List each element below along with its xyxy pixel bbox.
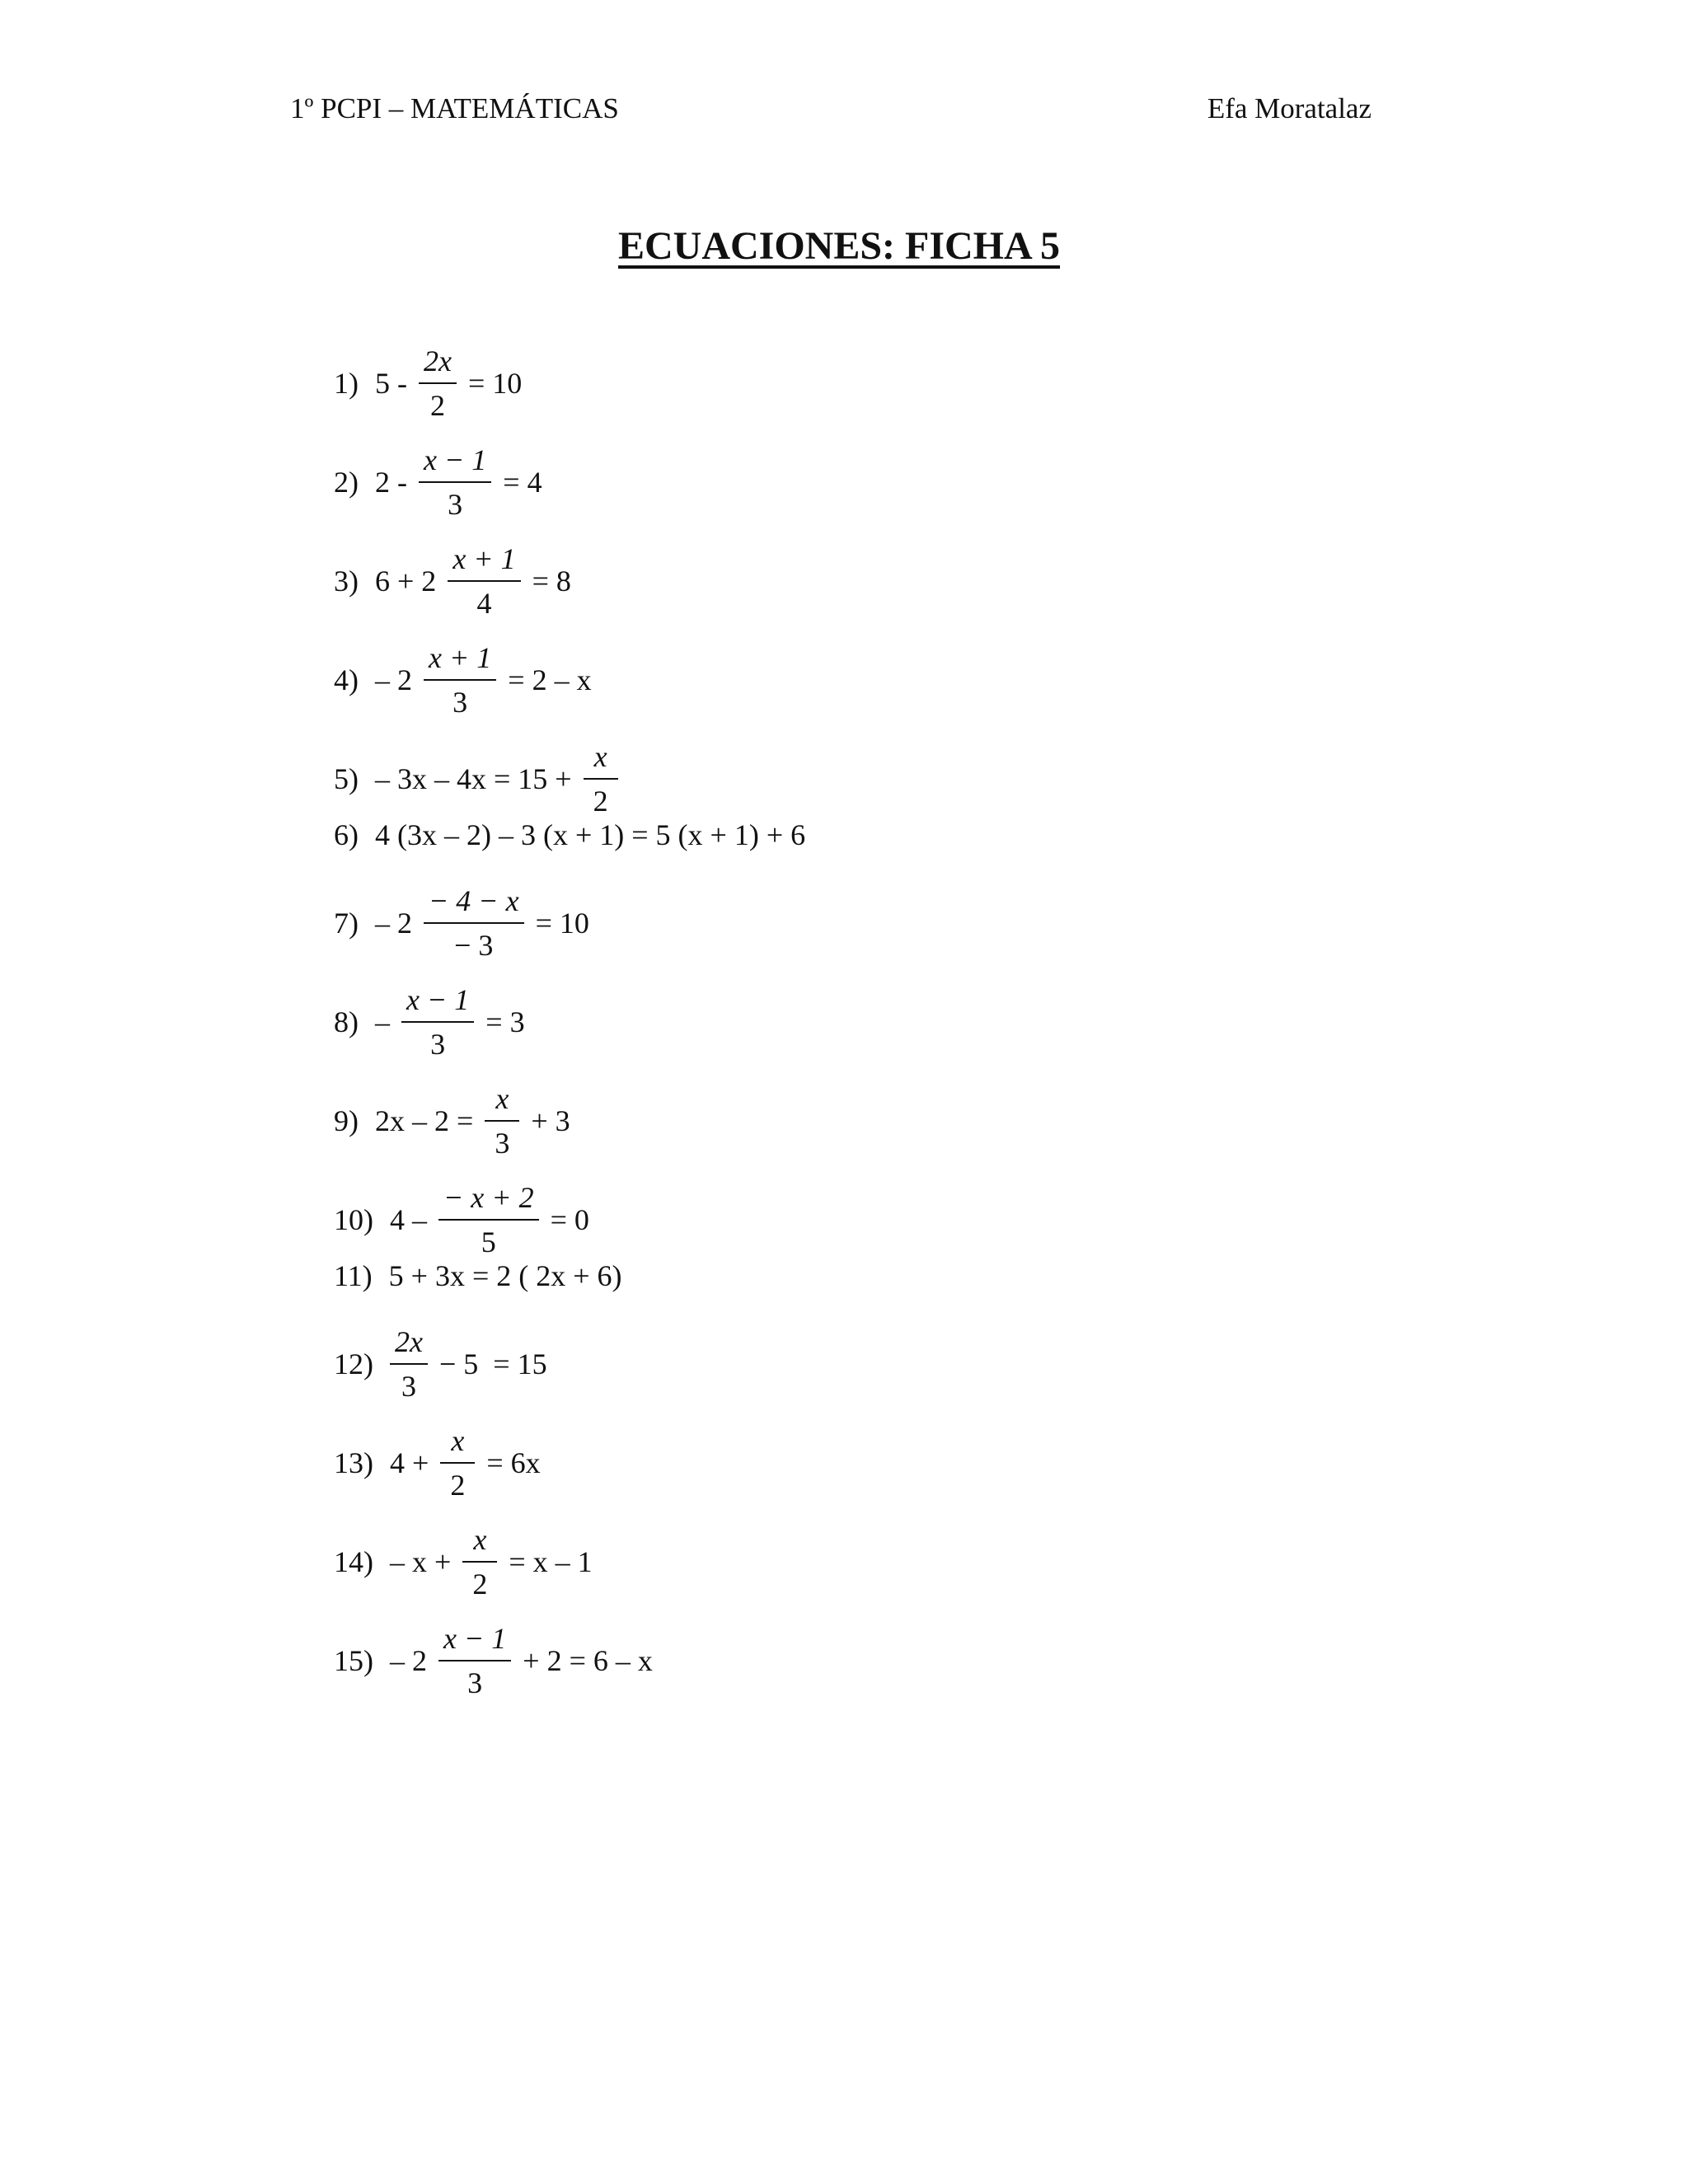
equation-3 [334,536,571,626]
fraction-numerator: − x + 2 [438,1181,539,1221]
fraction-denominator: 5 [481,1226,496,1258]
fraction [440,1424,475,1502]
page-title-text: ECUACIONES: FICHA 5 [617,224,1061,268]
fraction-denominator: 2 [450,1469,466,1502]
equation-pre: 2 - [375,466,407,499]
fraction [438,1181,539,1258]
equation-number: 13) [334,1446,373,1479]
equation-6 [334,810,805,860]
equation-8 [334,977,525,1067]
fraction-numerator: 2x [419,344,457,384]
equation-text: 5 + 3x = 2 ( 2x + 6) [388,1259,622,1292]
equation-pre: – 3x – 4x = 15 + [375,762,572,795]
equation-number: 6) [334,818,359,851]
equation-pre: 4 – [390,1203,427,1236]
equation-11 [334,1251,622,1301]
equation-number: 4) [334,663,359,696]
equation-pre: 2x – 2 = [375,1104,474,1137]
equation-number: 11) [334,1259,373,1292]
equation-4 [334,635,592,725]
equation-post: = 8 [532,565,571,598]
equation-post: = x – 1 [509,1545,593,1578]
equation-post: = 6x [486,1446,541,1479]
equation-post: = 3 [485,1005,525,1038]
equation-pre: – 2 [375,907,412,940]
fraction-denominator: 3 [430,1028,446,1061]
equation-number: 12) [334,1347,373,1380]
fraction-denominator: 2 [593,785,608,818]
fraction [419,443,491,521]
fraction [419,344,457,422]
fraction [438,1622,511,1699]
fraction [584,740,618,818]
equation-15 [334,1615,653,1706]
fraction-denominator: 4 [476,587,492,620]
fraction-numerator: x + 1 [448,542,520,582]
page-title [0,220,1688,273]
fraction [390,1325,428,1403]
equation-14 [334,1516,593,1607]
fraction [448,542,520,620]
fraction [485,1082,519,1160]
equation-number: 14) [334,1545,373,1578]
equation-pre: 6 + 2 [375,565,437,598]
fraction-denominator: 3 [448,488,463,521]
equation-pre: – x + [390,1545,452,1578]
fraction-denominator: − 3 [454,929,494,962]
equation-post: = 2 – x [508,663,592,696]
equation-pre: 5 - [375,367,407,400]
equation-pre: – 2 [390,1644,427,1677]
fraction [424,884,524,962]
fraction-numerator: x [462,1523,497,1563]
fraction-numerator: x [485,1082,519,1122]
fraction [462,1523,497,1601]
equation-text: 4 (3x – 2) – 3 (x + 1) = 5 (x + 1) + 6 [375,818,806,851]
equation-post: = 10 [467,367,523,400]
header-school: Efa Moratalaz [1207,92,1372,124]
fraction-denominator: 2 [472,1568,488,1601]
fraction-denominator: 3 [467,1666,483,1699]
fraction [401,983,474,1061]
equation-post: = 0 [550,1203,589,1236]
equation-number: 15) [334,1644,373,1677]
header-course: 1º PCPI – MATEMÁTICAS [290,92,619,124]
equation-2 [334,437,542,527]
equation-9 [334,1076,570,1166]
fraction-numerator: x − 1 [419,443,491,483]
fraction-numerator: − 4 − x [424,884,524,924]
equation-12 [334,1319,547,1409]
fraction-numerator: 2x [390,1325,428,1365]
equation-post: = 10 [535,907,589,940]
fraction-denominator: 3 [495,1127,510,1160]
fraction-numerator: x − 1 [401,983,474,1023]
fraction-denominator: 2 [429,389,445,422]
equation-pre: – [375,1005,390,1038]
equation-number: 10) [334,1203,373,1236]
equation-number: 7) [334,907,359,940]
equation-number: 3) [334,565,359,598]
equation-number: 5) [334,762,359,795]
equation-pre: 4 + [390,1446,429,1479]
equation-number: 8) [334,1005,359,1038]
equation-1 [334,338,522,429]
equation-7 [334,878,589,968]
equation-number: 1) [334,367,359,400]
fraction-numerator: x [584,740,618,780]
fraction-numerator: x + 1 [424,641,496,681]
fraction-numerator: x [440,1424,475,1464]
fraction-denominator: 3 [401,1370,416,1403]
fraction [424,641,496,719]
equation-pre: – 2 [375,663,412,696]
equation-post: + 3 [531,1104,570,1137]
equation-post: + 2 = 6 – x [523,1644,653,1677]
equation-post: − 5 = 15 [438,1347,547,1380]
equation-number: 9) [334,1104,359,1137]
fraction-denominator: 3 [452,686,468,719]
equation-13 [334,1418,541,1508]
equation-number: 2) [334,466,359,499]
equation-post: = 4 [503,466,542,499]
fraction-numerator: x − 1 [438,1622,511,1661]
